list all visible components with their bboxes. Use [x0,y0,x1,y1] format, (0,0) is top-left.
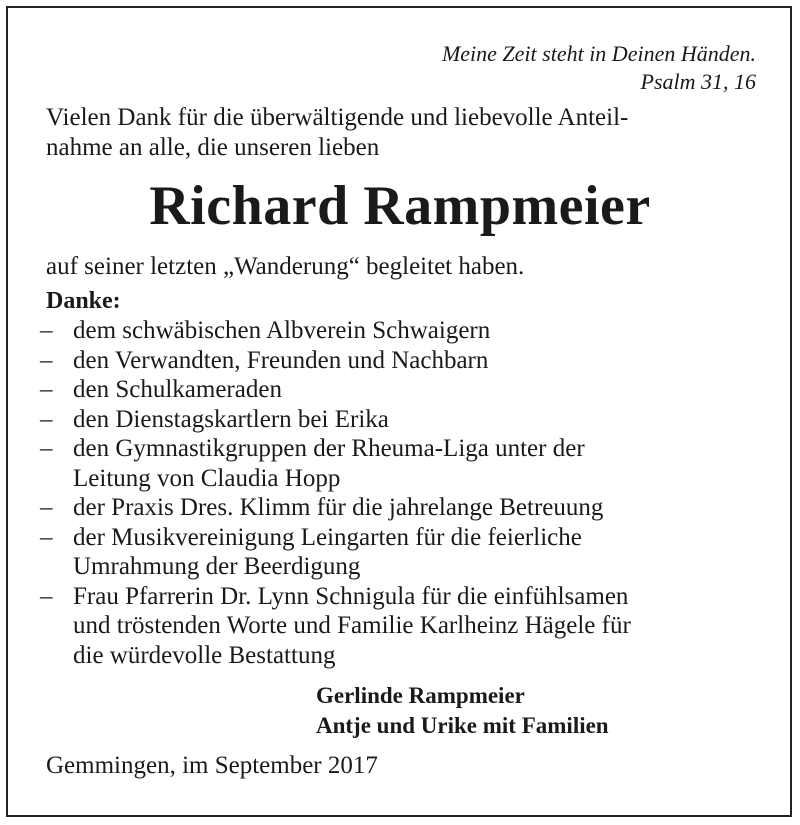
list-dash: – [40,405,53,433]
thanks-list [40,316,760,670]
list-dash: – [40,346,53,374]
list-item-line: den Schulkameraden [73,376,282,403]
list-item-line: der Praxis Dres. Klimm für die jahrelange Betreuung [73,494,604,521]
list-item-line: Frau Pfarrerin Dr. Lynn Schnigula für die einfühlsamen [73,582,629,610]
quote-text: Meine Zeit steht in Deinen Händen. [441,41,756,66]
list-dash: – [40,435,53,462]
list-item [40,582,760,671]
list-dash: – [40,317,53,344]
intro-line-2: nahme an alle, die unseren lieben [46,134,380,161]
after-name-text: auf seiner letzten „Wanderung“ begleitet haben. [46,253,525,280]
signers [316,681,609,741]
list-item-line: und tröstenden Worte und Familie Karlheinz Hägele für [73,612,631,639]
list-item [40,346,760,376]
list-item-line: die würdevolle Bestattung [73,641,336,669]
list-item-line: den Dienstagskartlern bei Erika [73,405,389,433]
intro-text [46,103,756,163]
list-item [40,405,760,435]
signer-line-1: Gerlinde Rampmeier [316,683,525,708]
deceased-name: Richard Rampmeier [149,175,651,237]
bible-quote [442,40,756,96]
signer-line-2: Antje und Urike mit Familien [316,713,609,738]
list-item-line: Leitung von Claudia Hopp [73,464,341,492]
list-item-line: der Musikvereinigung Leingarten für die feierliche [73,523,582,551]
list-item [40,523,760,582]
place-and-date: Gemmingen, im September 2017 [46,752,378,779]
list-dash: – [40,523,53,551]
list-item-line: den Verwandten, Freunden und Nachbarn [73,346,489,374]
list-item-line: dem schwäbischen Albverein Schwaigern [73,317,491,344]
list-dash: – [40,494,53,521]
intro-line-1: Vielen Dank für die überwältigende und liebevolle Anteil- [46,104,629,131]
list-item [40,375,760,405]
thanks-heading: Danke: [46,288,121,314]
list-item [40,493,760,523]
list-item [40,434,760,493]
list-item-line: Umrahmung der Beerdigung [73,553,361,580]
list-dash: – [40,582,53,610]
quote-source: Psalm 31, 16 [640,69,756,94]
list-dash: – [40,376,53,403]
list-item-line: den Gymnastikgruppen der Rheuma-Liga unter der [73,435,585,462]
list-item [40,316,760,346]
